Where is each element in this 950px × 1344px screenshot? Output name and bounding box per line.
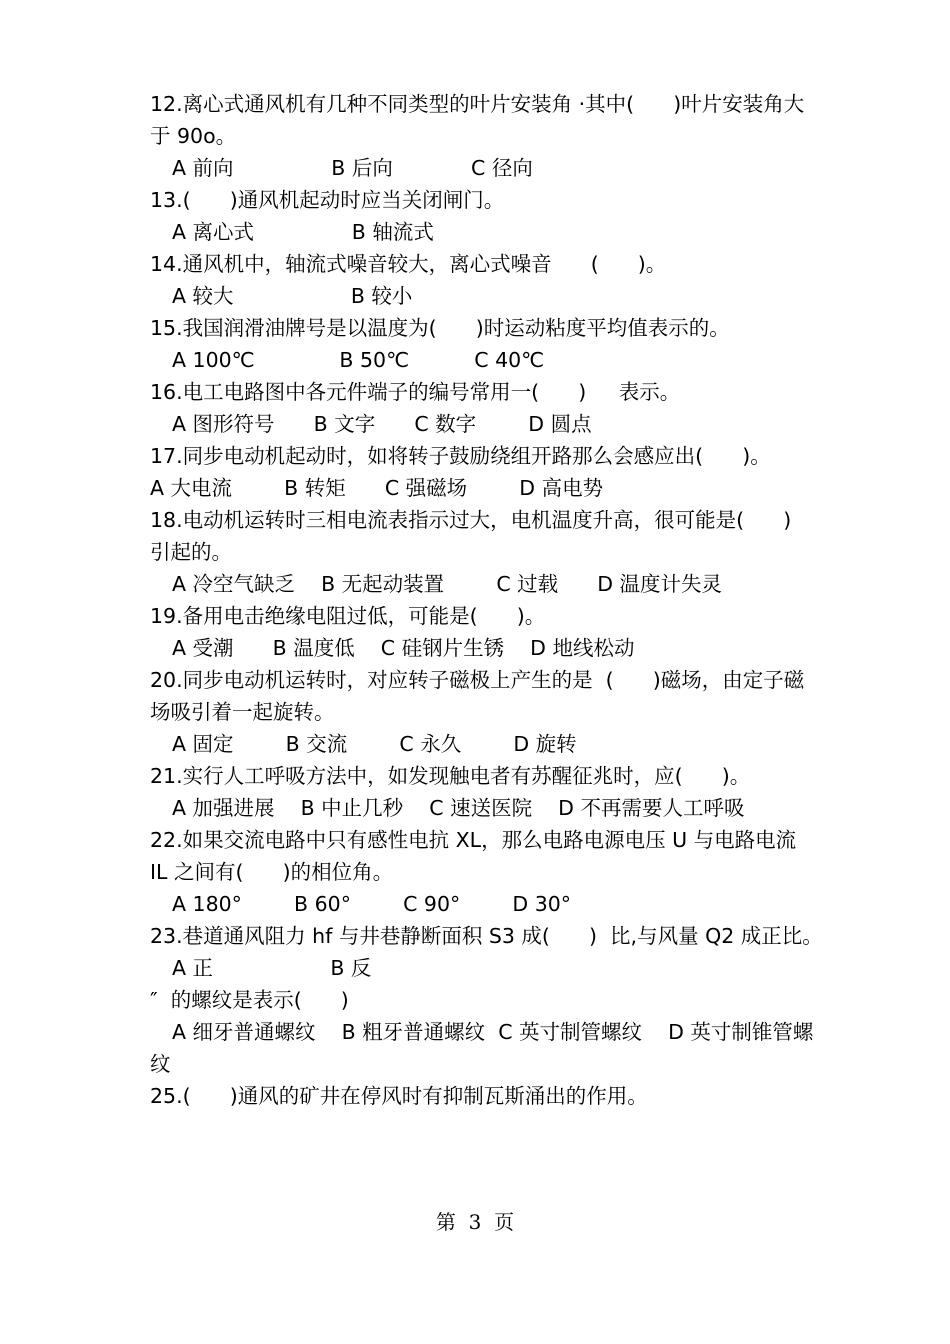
- answer-options-line: A 前向 B 后向 C 径向: [172, 156, 533, 180]
- question-text-line: 22.如果交流电路中只有感性电抗 XL，那么电路电源电压 U 与电路电流: [150, 828, 797, 852]
- question-text-line: 15.我国润滑油牌号是以温度为( )时运动粘度平均值表示的。: [150, 316, 730, 340]
- question-text-line: 引起的。: [150, 540, 232, 564]
- question-text-line: 13.( )通风机起动时应当关闭闸门。: [150, 188, 505, 212]
- question-text-line: 纹: [150, 1052, 171, 1076]
- question-text-line: 20.同步电动机运转时，对应转子磁极上产生的是 ( )磁场，由定子磁: [150, 668, 805, 692]
- answer-options-line: A 细牙普通螺纹 B 粗牙普通螺纹 C 英寸制管螺纹 D 英寸制锥管螺: [172, 1020, 814, 1044]
- question-text-line: 12.离心式通风机有几种不同类型的叶片安装角 ·其中( )叶片安装角大: [150, 92, 805, 116]
- page-number: 第 3 页: [435, 1210, 515, 1234]
- question-text-line: 18.电动机运转时三相电流表指示过大，电机温度升高，很可能是( ): [150, 508, 792, 532]
- answer-options-line: A 180° B 60° C 90° D 30°: [172, 892, 572, 916]
- question-text-line: 23.巷道通风阻力 hf 与井巷静断面积 S3 成( ) 比,与风量 Q2 成正比。: [150, 924, 823, 948]
- question-text-line: 25.( )通风的矿井在停风时有抑制瓦斯涌出的作用。: [150, 1084, 648, 1108]
- question-text-line: 16.电工电路图中各元件端子的编号常用一( ) 表示。: [150, 380, 681, 404]
- answer-options-line: A 受潮 B 温度低 C 硅钢片生锈 D 地线松动: [172, 636, 635, 660]
- answer-options-line: A 较大 B 较小: [172, 284, 413, 308]
- question-text-line: 14.通风机中，轴流式噪音较大，离心式噪音 ( )。: [150, 252, 667, 276]
- question-text-line: IL 之间有( )的相位角。: [150, 860, 394, 884]
- answer-options-line: A 加强进展 B 中止几秒 C 速送医院 D 不再需要人工呼吸: [172, 796, 745, 820]
- question-text-line: 场吸引着一起旋转。: [150, 700, 335, 724]
- question-text-line: A 大电流 B 转矩 C 强磁场 D 高电势: [150, 476, 604, 500]
- answer-options-line: A 冷空气缺乏 B 无起动装置 C 过载 D 温度计失灵: [172, 572, 723, 596]
- answer-options-line: A 图形符号 B 文字 C 数字 D 圆点: [172, 412, 592, 436]
- answer-options-line: A 正 B 反: [172, 956, 372, 980]
- question-list: [150, 88, 850, 1112]
- question-text-line: ″ 的螺纹是表示( ): [150, 988, 349, 1012]
- question-text-line: 19.备用电击绝缘电阻过低，可能是( )。: [150, 604, 546, 628]
- answer-options-line: A 离心式 B 轴流式: [172, 220, 434, 244]
- question-text-line: 21.实行人工呼吸方法中，如发现触电者有苏醒征兆时，应( )。: [150, 764, 751, 788]
- question-text-line: 17.同步电动机起动时，如将转子鼓励绕组开路那么会感应出( )。: [150, 444, 771, 468]
- question-text-line: 于 90o。: [150, 124, 237, 148]
- answer-options-line: A 固定 B 交流 C 永久 D 旋转: [172, 732, 577, 756]
- answer-options-line: A 100℃ B 50℃ C 40℃: [172, 348, 545, 372]
